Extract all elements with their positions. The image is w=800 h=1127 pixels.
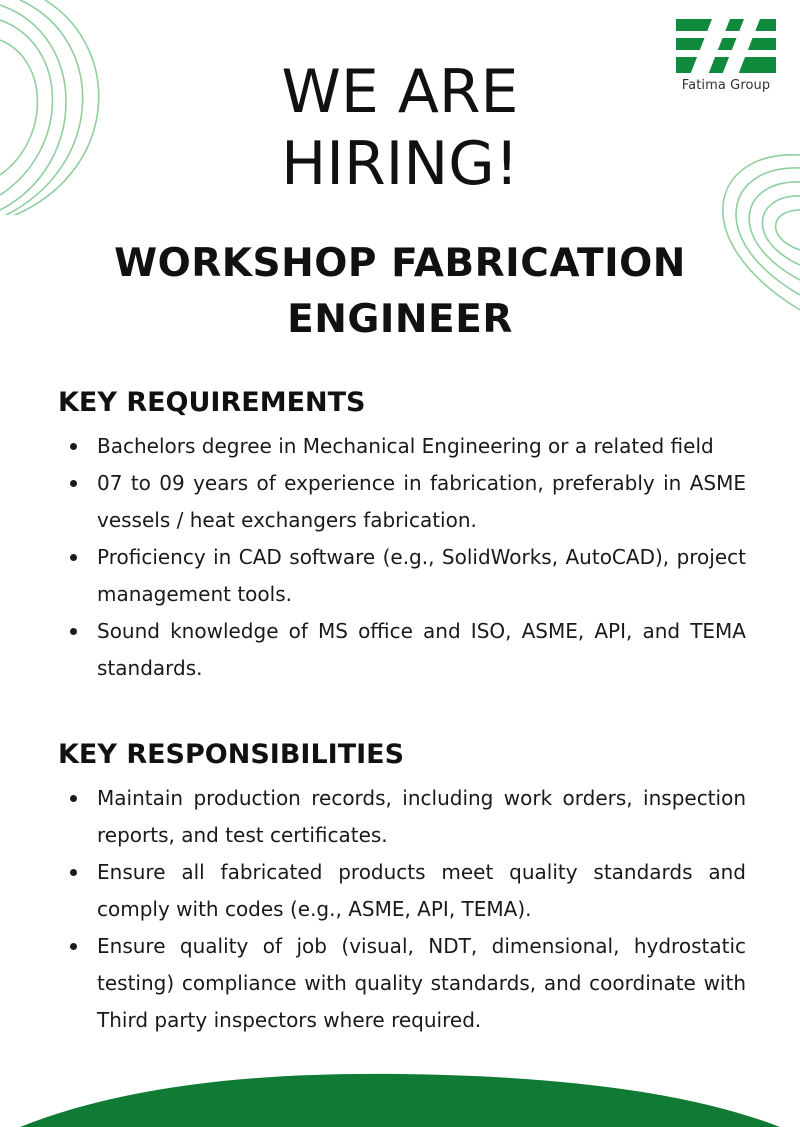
requirement-item: Sound knowledge of MS office and ISO, ASME, API, and TEMA standards. xyxy=(60,613,746,687)
requirements-list xyxy=(60,428,746,687)
hiring-headline-line1: WE ARE xyxy=(281,57,519,127)
logo-company-name: Fatima Group xyxy=(681,78,771,93)
job-title-line1: WORKSHOP FABRICATION xyxy=(114,241,686,286)
responsibility-item: Ensure quality of job (visual, NDT, dimensional, hydrostatic testing) compliance with quality standards, and coordinate with Third party inspectors where required. xyxy=(60,928,746,1039)
responsibilities-heading: KEY RESPONSIBILITIES xyxy=(58,739,405,770)
responsibility-item: Maintain production records, including work orders, inspection reports, and test certificates. xyxy=(60,780,746,854)
responsibility-item: Ensure all fabricated products meet quality standards and comply with codes (e.g., ASME, API, TEMA). xyxy=(60,854,746,928)
hiring-headline-line2: HIRING! xyxy=(281,129,519,199)
requirements-heading: KEY REQUIREMENTS xyxy=(58,387,366,418)
hiring-headline xyxy=(0,56,800,200)
requirement-item: 07 to 09 years of experience in fabrication, preferably in ASME vessels / heat exchangers fabrication. xyxy=(60,465,746,539)
green-wave-footer xyxy=(0,1062,800,1127)
job-title-line2: ENGINEER xyxy=(287,297,513,342)
requirement-item: Proficiency in CAD software (e.g., SolidWorks, AutoCAD), project management tools. xyxy=(60,539,746,613)
responsibilities-list xyxy=(60,780,746,1039)
requirement-item: Bachelors degree in Mechanical Engineering or a related field xyxy=(60,428,746,465)
job-title xyxy=(30,236,770,348)
